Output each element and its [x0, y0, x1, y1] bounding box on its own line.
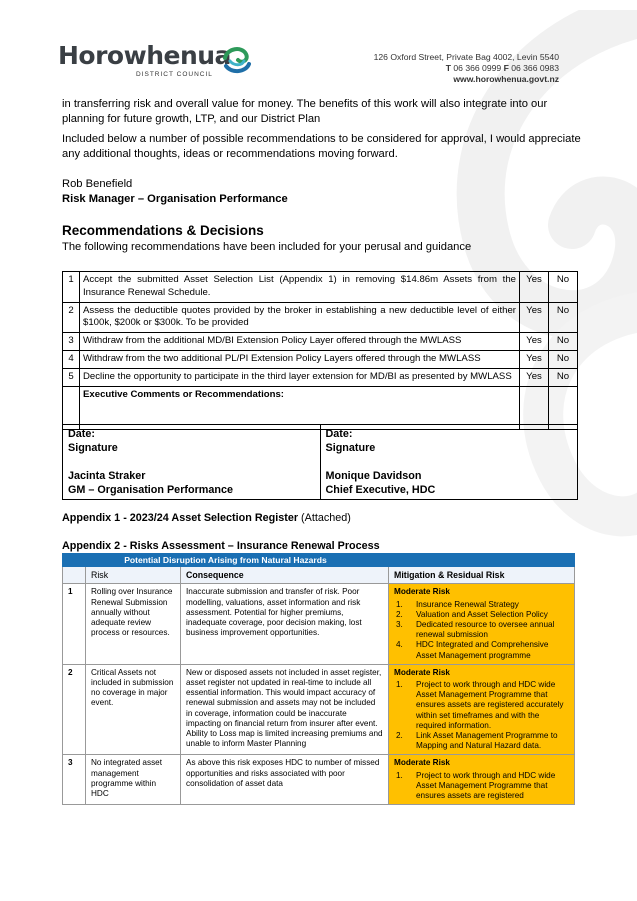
recommendation-text: Decline the opportunity to participate in the third layer extension for MD/BI as presented by MWLASS: [80, 368, 520, 386]
mitigation-item: 2. Valuation and Asset Selection Policy: [396, 609, 548, 619]
mitigation-cell: [389, 664, 575, 755]
comments-row: [63, 386, 578, 429]
recommendation-text: Withdraw from the two additional PL/PI Extension Policy Layers offered through the MWLASS: [80, 350, 520, 368]
recommendation-text: Assess the deductible quotes provided by the broker in establishing a new deductible level of either $100k, $200k or $300k. To be provided: [80, 302, 520, 333]
risk-rating: Moderate Risk: [394, 587, 450, 597]
logo-subtitle: DISTRICT COUNCIL: [136, 71, 213, 78]
intro-paragraph-2: Included below a number of possible recommendations to be considered for approval, I would appreciate any additional thoughts, ideas or recommendations moving forward.: [62, 133, 581, 160]
intro-paragraph-1: in transferring risk and overall value for money. The benefits of this work will also integrate into our planning for future growth, LTP, and our District Plan: [62, 98, 548, 125]
no-option[interactable]: No: [549, 368, 578, 386]
risk-rating: Moderate Risk: [394, 758, 450, 768]
fax-label: F: [503, 63, 509, 73]
table-row: [63, 302, 578, 333]
mitigation-item: 3. Dedicated resource to oversee annual renewal submission: [396, 620, 555, 640]
risk-description: Critical Assets not included in submission no coverage in major event.: [86, 664, 181, 755]
row-number: 5: [63, 368, 80, 386]
signatory-name: Jacinta Straker: [68, 470, 146, 482]
fax-number: 06 366 0983: [511, 63, 559, 73]
risk-consequence: As above this risk exposes HDC to number of missed opportunities and risks associated with poor consolidation of asset data: [181, 755, 389, 805]
table-row: [63, 350, 578, 368]
no-option[interactable]: No: [549, 302, 578, 333]
table-row: [63, 664, 575, 755]
risk-number: 1: [63, 584, 86, 664]
column-header-consequence: Consequence: [181, 567, 389, 584]
recommendations-table: [62, 271, 578, 430]
appendix-1-heading: [62, 512, 351, 524]
risk-description: Rolling over Insurance Renewal Submission annually without adequate review process or resources.: [86, 584, 181, 664]
phone-number: 06 366 0999: [453, 63, 502, 73]
no-option[interactable]: No: [549, 333, 578, 351]
mitigation-item: 4. HDC Integrated and Comprehensive Asset Management programme: [396, 640, 549, 660]
yes-option[interactable]: Yes: [520, 272, 549, 303]
yes-option[interactable]: Yes: [520, 333, 549, 351]
koru-logo-icon: [222, 44, 252, 74]
risk-description: No integrated asset management programme within HDC: [86, 755, 181, 805]
yes-option[interactable]: Yes: [520, 368, 549, 386]
address-block: [374, 52, 559, 85]
mitigation-item: 1. Insurance Renewal Strategy: [396, 599, 519, 609]
no-option[interactable]: No: [549, 350, 578, 368]
mitigation-cell: [389, 755, 575, 805]
recommendations-subheading: The following recommendations have been included for your perusal and guidance: [62, 241, 472, 253]
executive-comments-field[interactable]: Executive Comments or Recommendations:: [80, 386, 520, 429]
table-row: [63, 584, 575, 664]
risk-table-title: Potential Disruption Arising from Natural Hazards: [63, 554, 389, 567]
risk-number: 3: [63, 755, 86, 805]
street-address: 126 Oxford Street, Private Bag 4002, Levin 5540: [373, 52, 559, 62]
row-number: 4: [63, 350, 80, 368]
author-name: Rob Benefield: [62, 178, 133, 190]
mitigation-cell: [389, 584, 575, 664]
appendix-2-heading: Appendix 2 - Risks Assessment – Insurance Renewal Process: [62, 540, 380, 552]
yes-option[interactable]: Yes: [520, 302, 549, 333]
table-row: [63, 755, 575, 805]
appendix-1-title: Appendix 1 - 2023/24 Asset Selection Register: [62, 512, 299, 524]
table-row: [63, 333, 578, 351]
signatory-name: Monique Davidson: [325, 470, 422, 482]
logo-wordmark: Horowhenua: [58, 41, 231, 70]
signature-block-right[interactable]: [320, 425, 578, 500]
row-number: 2: [63, 302, 80, 333]
row-number: 3: [63, 333, 80, 351]
mitigation-item: 1. Project to work through and HDC wide Asset Management Programme that ensures assets are registered: [396, 770, 556, 801]
phone-label: T: [445, 63, 451, 73]
appendix-1-note: (Attached): [301, 512, 351, 524]
signature-block-left[interactable]: [63, 425, 321, 500]
table-row: [63, 272, 578, 303]
risk-assessment-table: [62, 553, 575, 805]
yes-option[interactable]: Yes: [520, 350, 549, 368]
mitigation-item: 1. Project to work through and HDC wide Asset Management Programme that ensures assets are registered accurately within set timeframes and with the required information.: [396, 680, 564, 730]
column-header-mitigation: Mitigation & Residual Risk: [389, 567, 575, 584]
author-title: Risk Manager – Organisation Performance: [62, 193, 288, 205]
table-row: [63, 368, 578, 386]
row-number: 1: [63, 272, 80, 303]
risk-consequence: Inaccurate submission and transfer of risk. Poor modelling, valuations, asset information and risk assessment. Potential for higher premiums, inadequate coverage, poor decision making, lost business improvement opportunities.: [181, 584, 389, 664]
phone-fax-line: [374, 63, 559, 74]
recommendation-text: Accept the submitted Asset Selection List (Appendix 1) in removing $14.86m Assets from the Insurance Renewal Schedule.: [80, 272, 520, 303]
signatory-title: GM – Organisation Performance: [68, 484, 233, 496]
risk-number: 2: [63, 664, 86, 755]
date-label: Date:: [325, 428, 353, 440]
no-option[interactable]: No: [549, 272, 578, 303]
risk-assessment-table-wrap: [62, 553, 575, 805]
website-link[interactable]: www.horowhenua.govt.nz: [453, 74, 559, 84]
recommendations-heading: Recommendations & Decisions: [62, 223, 264, 238]
signature-label: Signature: [68, 442, 118, 454]
signature-table: [62, 424, 578, 500]
risk-consequence: New or disposed assets not included in asset register, asset register not updated in real-time to include all essential information. This would impact accuracy of renewal submission and assets may not be included in coverage, information could be inaccurate impacting on financial return from insurer after event. Ability to Loss map is limited increasing premiums and unable to inform Master Planning: [181, 664, 389, 755]
date-label: Date:: [68, 428, 95, 440]
mitigation-item: 2. Link Asset Management Programme to Mapping and Natural Hazard data.: [396, 731, 558, 751]
column-header-risk: Risk: [86, 567, 181, 584]
risk-rating: Moderate Risk: [394, 667, 450, 677]
council-logo: [58, 42, 268, 86]
recommendation-text: Withdraw from the additional MD/BI Extension Policy Layer offered through the MWLASS: [80, 333, 520, 351]
signatory-title: Chief Executive, HDC: [325, 484, 436, 496]
signature-label: Signature: [325, 442, 376, 454]
